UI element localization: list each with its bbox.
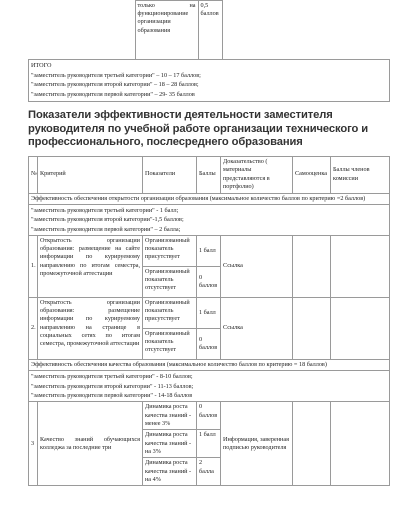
row-indicator: Организованный показатель отсутствует — [143, 267, 197, 298]
row-indicator: Организованный показатель присутствует — [143, 236, 197, 267]
category-line: "заместитель руководителя третьей категории" - 1 балл; — [31, 206, 179, 214]
fragment-points: 0,5 баллов — [198, 1, 222, 60]
row-indicator: Динамика роста качества знаний - менее 3% — [143, 402, 197, 430]
category-row — [29, 204, 390, 235]
itogo-line: "заместитель руководителя первой категории" – 29- 35 баллов — [31, 90, 195, 98]
section-row — [29, 360, 390, 371]
header-criterion: Критерий — [38, 156, 143, 193]
row-indicator: Организованный показатель отсутствует — [143, 329, 197, 360]
row-points: 0 баллов — [197, 267, 221, 298]
row-points: 1 балл — [197, 236, 221, 267]
category-line: "заместитель руководителя второй категории"-1,5 баллов; — [31, 216, 184, 224]
header-indicators: Показатели — [143, 156, 197, 193]
previous-table-fragment — [28, 0, 390, 60]
table-header-row — [29, 156, 390, 193]
row-evidence: Ссылка — [221, 236, 293, 298]
fragment-criterion: только на функционирование организации образования — [135, 1, 198, 60]
row-points: 0 баллов — [197, 402, 221, 430]
category-list — [29, 204, 390, 235]
row-points: 1 балл — [197, 430, 221, 458]
row-indicator: Организованный показатель присутствует — [143, 298, 197, 329]
category-line: "заместитель руководителя второй категории" - 11-13 баллов; — [31, 382, 194, 390]
header-commission: Баллы членов комиссии — [331, 156, 390, 193]
itogo-line: "заместитель руководителя второй категории" – 18 – 28 баллов; — [31, 81, 199, 89]
category-list — [29, 371, 390, 402]
document-page — [28, 0, 390, 486]
header-points: Баллы — [197, 156, 221, 193]
itogo-block — [28, 60, 390, 102]
section-title-cell: Эффективность обеспечения открытости организации образования (максимальное количество баллов по критерию =2 баллов) — [29, 193, 390, 204]
row-criterion: Качество знаний обучающихся колледжа за последние три — [38, 402, 143, 486]
row-criterion: Открытость организации образования: размещение информации по курируемому направлению на странице в социальных сетях по итогам семестра, промежуточной аттестации — [38, 298, 143, 360]
section-title: Показатели эффективности деятельности заместителя руководителя по учебной работе организации технического и профессионального, послесреднего образования — [28, 109, 369, 149]
table-row — [29, 402, 390, 430]
indicators-table — [28, 156, 390, 487]
row-indicator: Динамика роста качества знаний - на 4% — [143, 458, 197, 486]
header-num: № — [29, 156, 38, 193]
category-row — [29, 371, 390, 402]
category-line: "заместитель руководителя третьей категории" - 8-10 баллов; — [31, 373, 193, 381]
row-points: 1 балл — [197, 298, 221, 329]
row-indicator: Динамика роста качества знаний - на 3% — [143, 430, 197, 458]
row-evidence: Информация, заверенная подписью руководителя — [221, 402, 293, 486]
section-row — [29, 193, 390, 204]
row-number: 1. — [29, 236, 38, 298]
category-line: "заместитель руководителя первой категории" - 14-18 баллов — [31, 392, 193, 400]
row-points: 2 балла — [197, 458, 221, 486]
itogo-line: "заместитель руководителя третьей категории" – 10 – 17 баллов; — [31, 71, 201, 79]
section-title-cell: Эффективность обеспечения качества образования (максимальное количество баллов по критерию = 18 баллов) — [29, 360, 390, 371]
category-line: "заместитель руководителя первой категории" – 2 балла; — [31, 225, 181, 233]
row-points: 0 баллов — [197, 329, 221, 360]
header-self: Самооценка — [293, 156, 331, 193]
row-number: 2. — [29, 298, 38, 360]
row-criterion: Открытость организации образования: размещение на сайте информации по курируемому направлению по итогам семестра, промежуточной аттестации — [38, 236, 143, 298]
table-row — [29, 236, 390, 267]
row-number: 3 — [29, 402, 38, 486]
table-row — [29, 298, 390, 329]
itogo-label: ИТОГО — [31, 62, 52, 69]
header-evidence: Доказательство ( материалы представляются в портфолио) — [221, 156, 293, 193]
row-evidence: Ссылка — [221, 298, 293, 360]
